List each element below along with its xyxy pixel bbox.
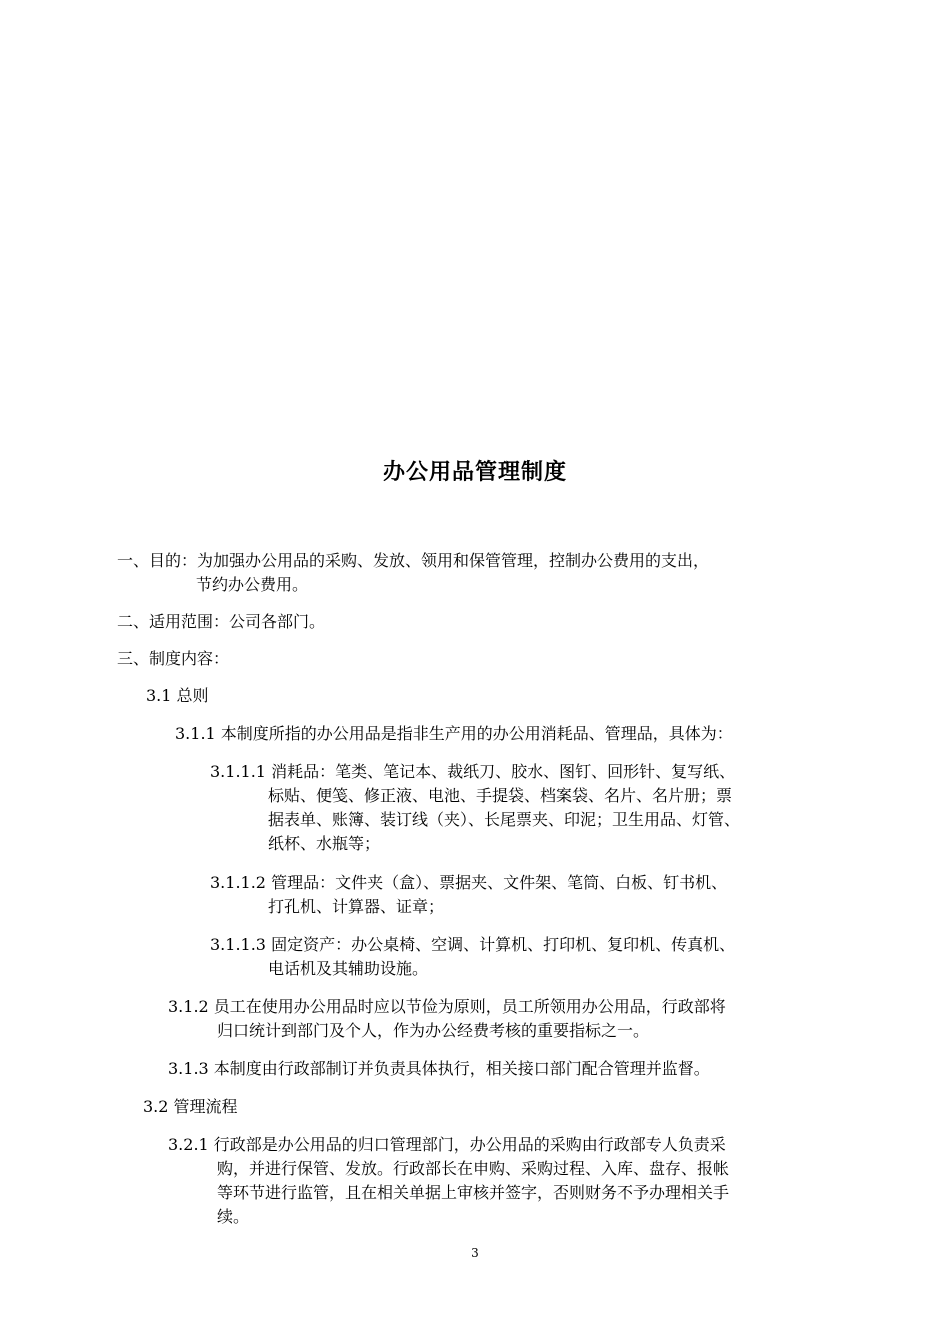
section-content-line-1: 三、制度内容： xyxy=(117,649,230,668)
clause-3-1-1-line-1: 3.1.1 本制度所指的办公用品是指非生产用的办公用消耗品、管理品，具体为： xyxy=(175,724,733,743)
clause-3-1-1-1 xyxy=(210,760,740,856)
section-purpose xyxy=(117,549,709,597)
section-purpose-line-2: 节约办公费用。 xyxy=(196,575,309,594)
clause-3-1-2-line-2: 归口统计到部门及个人，作为办公经费考核的重要指标之一。 xyxy=(217,1021,650,1040)
clause-3-1-1-3-line-2: 电话机及其辅助设施。 xyxy=(268,959,429,978)
clause-3-1-1-2-line-1: 3.1.1.2 管理品：文件夹（盒）、票据夹、文件架、笔筒、白板、钉书机、 xyxy=(210,873,728,892)
section-scope-line-1: 二、适用范围：公司各部门。 xyxy=(117,612,326,631)
clause-3-1-2-line-1: 3.1.2 员工在使用办公用品时应以节俭为原则，员工所领用办公用品，行政部将 xyxy=(168,997,726,1016)
page-number: 3 xyxy=(471,1246,479,1260)
section-content xyxy=(117,647,229,671)
clause-3-1-2 xyxy=(168,995,726,1043)
heading-3-2 xyxy=(143,1095,238,1119)
clause-3-2-1-line-4: 续。 xyxy=(217,1207,250,1226)
clause-3-1-1-2-line-2: 打孔机、计算器、证章； xyxy=(268,897,445,916)
clause-3-2-1-line-3: 等环节进行监管，且在相关单据上审核并签字，否则财务不予办理相关手 xyxy=(217,1183,730,1202)
clause-3-1-3 xyxy=(168,1057,710,1081)
clause-3-1-1 xyxy=(175,722,733,746)
clause-3-2-1 xyxy=(168,1133,729,1229)
section-purpose-line-1: 一、目的：为加强办公用品的采购、发放、领用和保管管理，控制办公费用的支出， xyxy=(117,551,710,570)
clause-3-1-1-1-line-1: 3.1.1.1 消耗品：笔类、笔记本、裁纸刀、胶水、图钉、回形针、复写纸、 xyxy=(210,762,736,781)
clause-3-1-1-2 xyxy=(210,871,727,919)
clause-3-1-1-3 xyxy=(210,933,735,981)
clause-3-2-1-line-1: 3.2.1 行政部是办公用品的归口管理部门，办公用品的采购由行政部专人负责采 xyxy=(168,1135,726,1154)
clause-3-2-1-line-2: 购，并进行保管、发放。行政部长在申购、采购过程、入库、盘存、报帐 xyxy=(217,1159,730,1178)
clause-3-1-1-1-line-4: 纸杯、水瓶等； xyxy=(268,834,381,853)
clause-3-1-3-line-1: 3.1.3 本制度由行政部制订并负责具体执行，相关接口部门配合管理并监督。 xyxy=(168,1059,710,1078)
document-title: 办公用品管理制度 xyxy=(382,460,567,485)
clause-3-1-1-3-line-1: 3.1.1.3 固定资产：办公桌椅、空调、计算机、打印机、复印机、传真机、 xyxy=(210,935,736,954)
heading-3-1 xyxy=(146,684,209,708)
heading-3-1-text: 3.1 总则 xyxy=(146,686,209,705)
clause-3-1-1-1-line-2: 标贴、便笺、修正液、电池、手提袋、档案袋、名片、名片册；票 xyxy=(268,786,733,805)
section-scope xyxy=(117,610,325,634)
heading-3-2-text: 3.2 管理流程 xyxy=(143,1097,238,1116)
clause-3-1-1-1-line-3: 据表单、账簿、装订线（夹）、长尾票夹、印泥；卫生用品、灯管、 xyxy=(268,810,741,829)
